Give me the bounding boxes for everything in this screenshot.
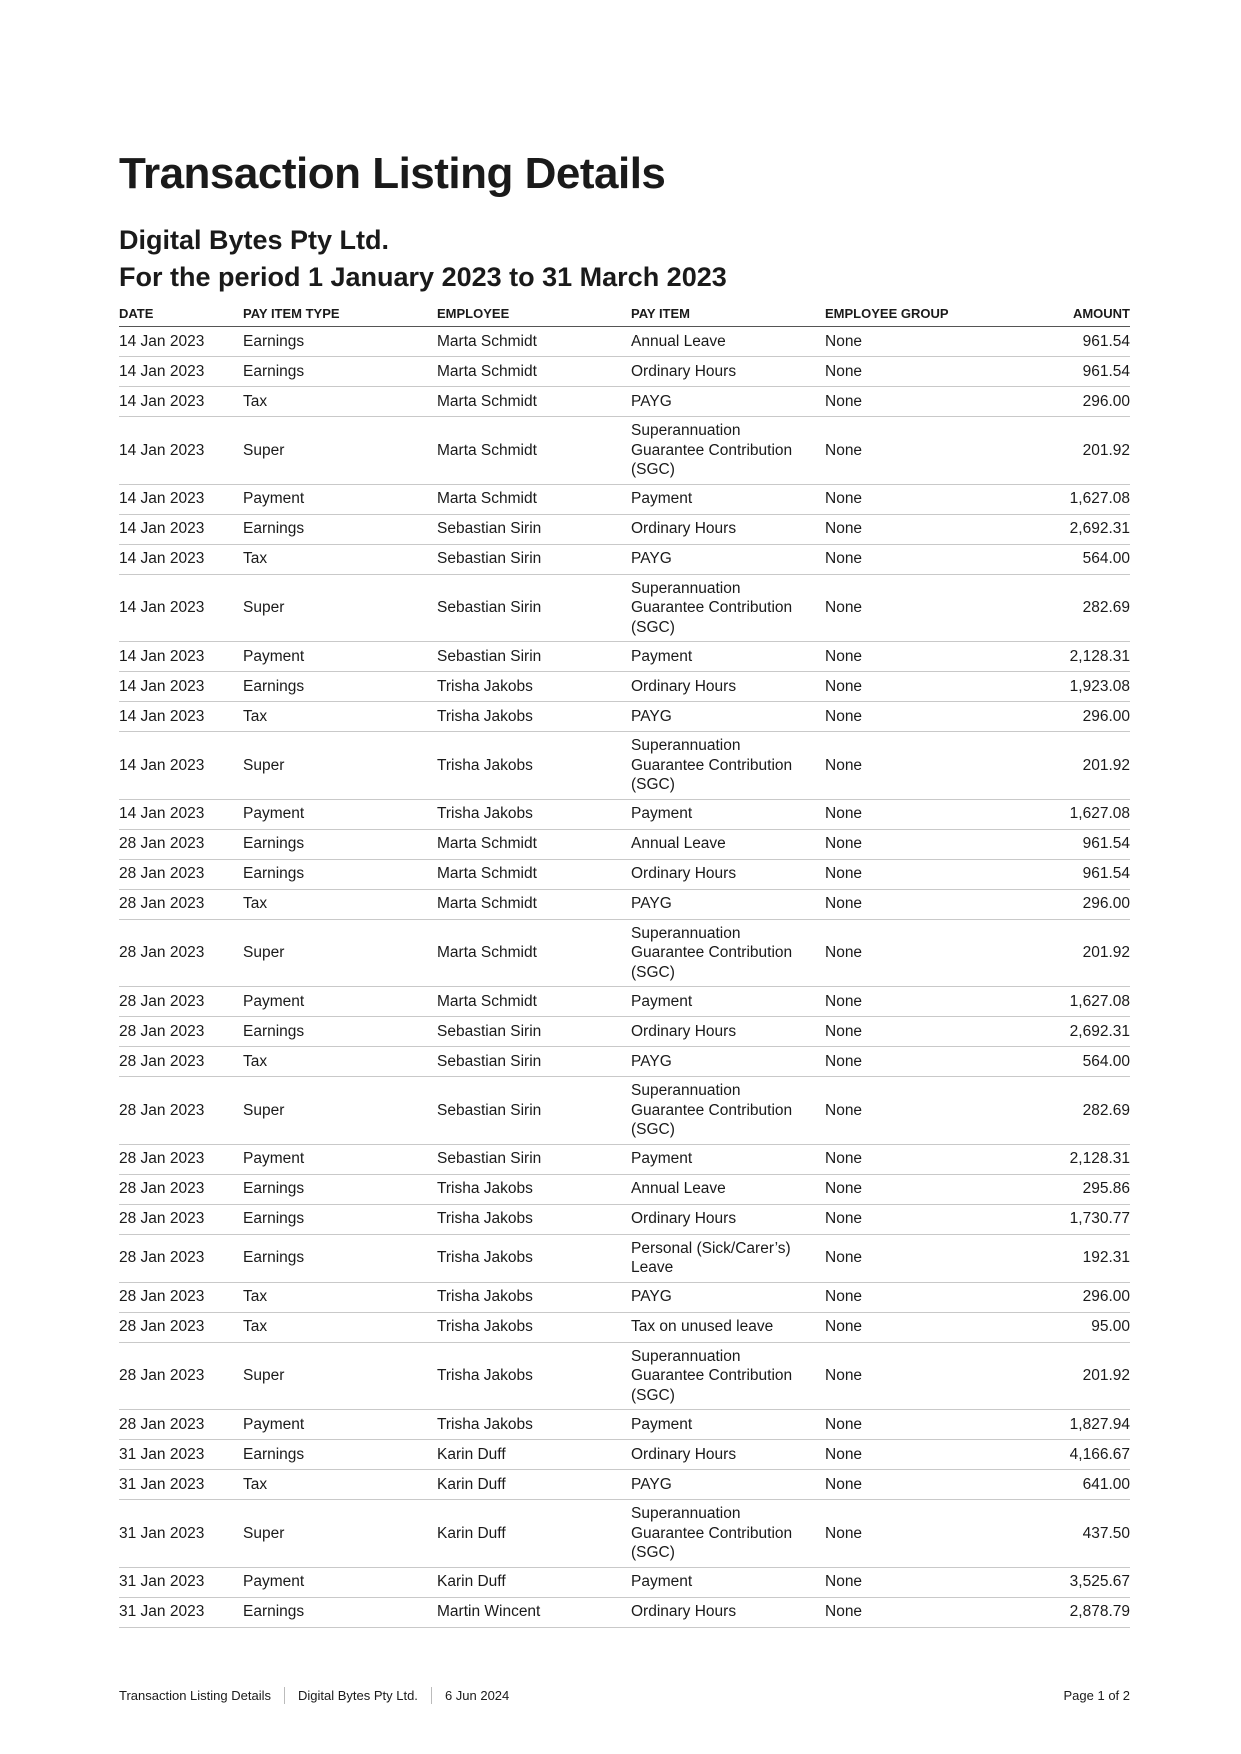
- cell-amount: 2,692.31: [1019, 514, 1130, 544]
- cell-employee-group: None: [825, 1500, 1019, 1568]
- cell-date: 14 Jan 2023: [119, 574, 243, 642]
- cell-amount: 201.92: [1019, 732, 1130, 800]
- cell-date: 28 Jan 2023: [119, 1234, 243, 1282]
- cell-date: 14 Jan 2023: [119, 702, 243, 732]
- cell-amount: 564.00: [1019, 544, 1130, 574]
- cell-pay-item: Superannuation Guarantee Contribution (SGC): [631, 1342, 825, 1410]
- report-period: For the period 1 January 2023 to 31 March 2023: [119, 262, 727, 292]
- cell-amount: 295.86: [1019, 1174, 1130, 1204]
- footer-page-number: Page 1 of 2: [1063, 1688, 1130, 1703]
- cell-employee-group: None: [825, 1234, 1019, 1282]
- table-row: [119, 1174, 1130, 1204]
- cell-date: 31 Jan 2023: [119, 1470, 243, 1500]
- cell-pay-item: Ordinary Hours: [631, 514, 825, 544]
- cell-employee: Trisha Jakobs: [437, 799, 631, 829]
- cell-employee: Trisha Jakobs: [437, 702, 631, 732]
- cell-employee-group: None: [825, 1144, 1019, 1174]
- cell-employee-group: None: [825, 1410, 1019, 1440]
- cell-pay-item-type: Earnings: [243, 1017, 437, 1047]
- cell-pay-item-type: Earnings: [243, 327, 437, 357]
- cell-pay-item: Payment: [631, 484, 825, 514]
- cell-employee-group: None: [825, 987, 1019, 1017]
- cell-amount: 437.50: [1019, 1500, 1130, 1568]
- cell-employee: Marta Schmidt: [437, 859, 631, 889]
- cell-amount: 1,730.77: [1019, 1204, 1130, 1234]
- cell-pay-item-type: Payment: [243, 1567, 437, 1597]
- cell-pay-item-type: Super: [243, 1500, 437, 1568]
- cell-amount: 961.54: [1019, 357, 1130, 387]
- header-employee-group: EMPLOYEE GROUP: [825, 300, 1019, 327]
- header-date: DATE: [119, 300, 243, 327]
- cell-pay-item-type: Earnings: [243, 1234, 437, 1282]
- cell-pay-item-type: Tax: [243, 544, 437, 574]
- cell-employee-group: None: [825, 1017, 1019, 1047]
- cell-pay-item-type: Earnings: [243, 672, 437, 702]
- footer-report-name: Transaction Listing Details: [119, 1688, 271, 1703]
- cell-pay-item-type: Tax: [243, 1312, 437, 1342]
- cell-employee-group: None: [825, 1470, 1019, 1500]
- cell-employee: Marta Schmidt: [437, 357, 631, 387]
- cell-employee-group: None: [825, 702, 1019, 732]
- table-row: [119, 1047, 1130, 1077]
- cell-amount: 1,627.08: [1019, 484, 1130, 514]
- table-row: [119, 799, 1130, 829]
- table-row: [119, 987, 1130, 1017]
- cell-pay-item: Ordinary Hours: [631, 1204, 825, 1234]
- table-row: [119, 1017, 1130, 1047]
- cell-date: 14 Jan 2023: [119, 417, 243, 485]
- cell-pay-item: PAYG: [631, 1047, 825, 1077]
- cell-employee-group: None: [825, 1567, 1019, 1597]
- cell-date: 28 Jan 2023: [119, 1047, 243, 1077]
- cell-employee: Marta Schmidt: [437, 919, 631, 987]
- table-row: [119, 1342, 1130, 1410]
- cell-employee: Trisha Jakobs: [437, 1342, 631, 1410]
- table-row: [119, 672, 1130, 702]
- cell-date: 28 Jan 2023: [119, 919, 243, 987]
- cell-pay-item: Superannuation Guarantee Contribution (SGC): [631, 417, 825, 485]
- table-row: [119, 1312, 1130, 1342]
- cell-date: 28 Jan 2023: [119, 859, 243, 889]
- cell-date: 31 Jan 2023: [119, 1440, 243, 1470]
- cell-amount: 192.31: [1019, 1234, 1130, 1282]
- cell-pay-item-type: Super: [243, 919, 437, 987]
- table-row: [119, 1410, 1130, 1440]
- cell-amount: 961.54: [1019, 327, 1130, 357]
- cell-amount: 641.00: [1019, 1470, 1130, 1500]
- cell-pay-item-type: Payment: [243, 1144, 437, 1174]
- cell-amount: 296.00: [1019, 387, 1130, 417]
- cell-pay-item: PAYG: [631, 889, 825, 919]
- cell-pay-item-type: Earnings: [243, 1440, 437, 1470]
- page-footer: [119, 1687, 1130, 1704]
- table-row: [119, 1234, 1130, 1282]
- cell-employee-group: None: [825, 1174, 1019, 1204]
- cell-pay-item-type: Earnings: [243, 514, 437, 544]
- cell-employee-group: None: [825, 1342, 1019, 1410]
- cell-employee-group: None: [825, 732, 1019, 800]
- cell-amount: 95.00: [1019, 1312, 1130, 1342]
- cell-pay-item: Ordinary Hours: [631, 1017, 825, 1047]
- cell-employee-group: None: [825, 327, 1019, 357]
- transaction-table: [119, 300, 1130, 1628]
- cell-employee-group: None: [825, 829, 1019, 859]
- cell-pay-item: Superannuation Guarantee Contribution (SGC): [631, 1500, 825, 1568]
- header-amount: AMOUNT: [1019, 300, 1130, 327]
- cell-pay-item-type: Earnings: [243, 1174, 437, 1204]
- cell-employee: Karin Duff: [437, 1440, 631, 1470]
- table-row: [119, 702, 1130, 732]
- cell-amount: 2,878.79: [1019, 1597, 1130, 1627]
- cell-pay-item-type: Tax: [243, 702, 437, 732]
- cell-pay-item-type: Tax: [243, 1470, 437, 1500]
- cell-pay-item-type: Tax: [243, 1282, 437, 1312]
- cell-amount: 296.00: [1019, 702, 1130, 732]
- cell-pay-item: Superannuation Guarantee Contribution (SGC): [631, 919, 825, 987]
- cell-pay-item-type: Earnings: [243, 829, 437, 859]
- cell-employee: Marta Schmidt: [437, 417, 631, 485]
- cell-date: 14 Jan 2023: [119, 327, 243, 357]
- cell-employee: Marta Schmidt: [437, 327, 631, 357]
- cell-employee-group: None: [825, 417, 1019, 485]
- cell-pay-item-type: Payment: [243, 642, 437, 672]
- cell-pay-item: PAYG: [631, 702, 825, 732]
- header-pay-item-type: PAY ITEM TYPE: [243, 300, 437, 327]
- table-row: [119, 732, 1130, 800]
- cell-pay-item: Annual Leave: [631, 327, 825, 357]
- cell-employee: Sebastian Sirin: [437, 574, 631, 642]
- cell-employee: Trisha Jakobs: [437, 732, 631, 800]
- footer-divider: [431, 1687, 432, 1704]
- cell-employee: Sebastian Sirin: [437, 1077, 631, 1145]
- cell-date: 14 Jan 2023: [119, 799, 243, 829]
- table-row: [119, 1282, 1130, 1312]
- cell-date: 31 Jan 2023: [119, 1597, 243, 1627]
- cell-employee-group: None: [825, 484, 1019, 514]
- company-name: Digital Bytes Pty Ltd.: [119, 225, 390, 255]
- cell-date: 28 Jan 2023: [119, 1017, 243, 1047]
- cell-amount: 2,128.31: [1019, 642, 1130, 672]
- cell-date: 28 Jan 2023: [119, 1077, 243, 1145]
- table-row: [119, 327, 1130, 357]
- cell-date: 31 Jan 2023: [119, 1567, 243, 1597]
- cell-pay-item: Annual Leave: [631, 829, 825, 859]
- cell-employee: Martin Wincent: [437, 1597, 631, 1627]
- cell-pay-item: Ordinary Hours: [631, 672, 825, 702]
- cell-date: 14 Jan 2023: [119, 357, 243, 387]
- cell-employee: Marta Schmidt: [437, 889, 631, 919]
- table-row: [119, 544, 1130, 574]
- cell-employee: Trisha Jakobs: [437, 1282, 631, 1312]
- cell-employee-group: None: [825, 1440, 1019, 1470]
- cell-date: 14 Jan 2023: [119, 642, 243, 672]
- cell-employee-group: None: [825, 889, 1019, 919]
- cell-date: 28 Jan 2023: [119, 1342, 243, 1410]
- cell-pay-item-type: Earnings: [243, 1204, 437, 1234]
- header-employee: EMPLOYEE: [437, 300, 631, 327]
- table-row: [119, 574, 1130, 642]
- cell-pay-item: Personal (Sick/Carer’s) Leave: [631, 1234, 825, 1282]
- table-row: [119, 1470, 1130, 1500]
- table-row: [119, 1440, 1130, 1470]
- cell-employee: Trisha Jakobs: [437, 672, 631, 702]
- cell-amount: 282.69: [1019, 1077, 1130, 1145]
- cell-amount: 201.92: [1019, 1342, 1130, 1410]
- table-body: [119, 327, 1130, 1628]
- cell-pay-item: Payment: [631, 987, 825, 1017]
- cell-pay-item: Ordinary Hours: [631, 859, 825, 889]
- cell-pay-item: Superannuation Guarantee Contribution (SGC): [631, 574, 825, 642]
- cell-employee: Sebastian Sirin: [437, 642, 631, 672]
- table-row: [119, 1500, 1130, 1568]
- cell-amount: 1,627.08: [1019, 987, 1130, 1017]
- cell-pay-item-type: Super: [243, 732, 437, 800]
- table-row: [119, 1144, 1130, 1174]
- cell-date: 28 Jan 2023: [119, 1174, 243, 1204]
- cell-employee-group: None: [825, 1597, 1019, 1627]
- cell-pay-item-type: Super: [243, 417, 437, 485]
- footer-company: Digital Bytes Pty Ltd.: [297, 1688, 418, 1703]
- page-title: Transaction Listing Details: [119, 149, 666, 198]
- cell-employee: Marta Schmidt: [437, 987, 631, 1017]
- footer-date: 6 Jun 2024: [444, 1688, 510, 1703]
- cell-pay-item: PAYG: [631, 544, 825, 574]
- cell-pay-item-type: Tax: [243, 387, 437, 417]
- cell-employee: Trisha Jakobs: [437, 1204, 631, 1234]
- table-row: [119, 919, 1130, 987]
- cell-employee-group: None: [825, 1282, 1019, 1312]
- cell-date: 28 Jan 2023: [119, 1410, 243, 1440]
- table-header-row: [119, 300, 1130, 327]
- report-page: [119, 148, 1130, 1628]
- cell-employee: Karin Duff: [437, 1470, 631, 1500]
- table-row: [119, 859, 1130, 889]
- table-row: [119, 642, 1130, 672]
- cell-employee-group: None: [825, 1204, 1019, 1234]
- cell-amount: 282.69: [1019, 574, 1130, 642]
- cell-date: 14 Jan 2023: [119, 544, 243, 574]
- cell-pay-item-type: Payment: [243, 799, 437, 829]
- cell-employee-group: None: [825, 1312, 1019, 1342]
- cell-employee: Sebastian Sirin: [437, 544, 631, 574]
- table-row: [119, 514, 1130, 544]
- cell-employee: Trisha Jakobs: [437, 1174, 631, 1204]
- cell-amount: 961.54: [1019, 859, 1130, 889]
- cell-date: 28 Jan 2023: [119, 1312, 243, 1342]
- cell-pay-item-type: Payment: [243, 987, 437, 1017]
- cell-employee-group: None: [825, 672, 1019, 702]
- cell-amount: 3,525.67: [1019, 1567, 1130, 1597]
- cell-amount: 296.00: [1019, 1282, 1130, 1312]
- cell-pay-item: Tax on unused leave: [631, 1312, 825, 1342]
- cell-employee: Sebastian Sirin: [437, 1144, 631, 1174]
- cell-amount: 2,692.31: [1019, 1017, 1130, 1047]
- cell-pay-item-type: Payment: [243, 484, 437, 514]
- cell-pay-item-type: Super: [243, 574, 437, 642]
- cell-pay-item: Payment: [631, 642, 825, 672]
- cell-employee-group: None: [825, 574, 1019, 642]
- cell-employee-group: None: [825, 357, 1019, 387]
- cell-amount: 564.00: [1019, 1047, 1130, 1077]
- cell-pay-item-type: Payment: [243, 1410, 437, 1440]
- cell-employee-group: None: [825, 544, 1019, 574]
- cell-pay-item: Payment: [631, 1567, 825, 1597]
- cell-employee: Sebastian Sirin: [437, 514, 631, 544]
- cell-employee: Karin Duff: [437, 1567, 631, 1597]
- cell-employee: Marta Schmidt: [437, 484, 631, 514]
- cell-date: 28 Jan 2023: [119, 1144, 243, 1174]
- table-row: [119, 417, 1130, 485]
- cell-employee: Karin Duff: [437, 1500, 631, 1568]
- cell-employee: Marta Schmidt: [437, 387, 631, 417]
- table-row: [119, 1204, 1130, 1234]
- cell-employee-group: None: [825, 859, 1019, 889]
- cell-pay-item: Ordinary Hours: [631, 357, 825, 387]
- cell-amount: 201.92: [1019, 919, 1130, 987]
- table-row: [119, 1597, 1130, 1627]
- cell-pay-item: Superannuation Guarantee Contribution (SGC): [631, 1077, 825, 1145]
- table-row: [119, 484, 1130, 514]
- cell-employee-group: None: [825, 1047, 1019, 1077]
- cell-date: 28 Jan 2023: [119, 889, 243, 919]
- cell-pay-item: PAYG: [631, 1282, 825, 1312]
- cell-pay-item-type: Tax: [243, 889, 437, 919]
- table-row: [119, 357, 1130, 387]
- cell-pay-item-type: Earnings: [243, 357, 437, 387]
- cell-employee-group: None: [825, 387, 1019, 417]
- cell-pay-item-type: Super: [243, 1077, 437, 1145]
- cell-date: 28 Jan 2023: [119, 1282, 243, 1312]
- header-pay-item: PAY ITEM: [631, 300, 825, 327]
- cell-date: 14 Jan 2023: [119, 484, 243, 514]
- cell-pay-item: PAYG: [631, 1470, 825, 1500]
- cell-date: 14 Jan 2023: [119, 514, 243, 544]
- cell-amount: 201.92: [1019, 417, 1130, 485]
- table-row: [119, 1077, 1130, 1145]
- cell-pay-item: Payment: [631, 1410, 825, 1440]
- cell-amount: 1,923.08: [1019, 672, 1130, 702]
- cell-amount: 961.54: [1019, 829, 1130, 859]
- cell-date: 14 Jan 2023: [119, 732, 243, 800]
- cell-amount: 4,166.67: [1019, 1440, 1130, 1470]
- cell-pay-item-type: Earnings: [243, 1597, 437, 1627]
- cell-pay-item: PAYG: [631, 387, 825, 417]
- cell-pay-item: Payment: [631, 1144, 825, 1174]
- table-row: [119, 387, 1130, 417]
- cell-employee: Trisha Jakobs: [437, 1234, 631, 1282]
- cell-employee: Sebastian Sirin: [437, 1017, 631, 1047]
- cell-date: 28 Jan 2023: [119, 987, 243, 1017]
- table-row: [119, 1567, 1130, 1597]
- cell-pay-item: Annual Leave: [631, 1174, 825, 1204]
- cell-employee-group: None: [825, 514, 1019, 544]
- cell-pay-item-type: Earnings: [243, 859, 437, 889]
- cell-pay-item: Ordinary Hours: [631, 1440, 825, 1470]
- cell-date: 14 Jan 2023: [119, 387, 243, 417]
- cell-employee: Trisha Jakobs: [437, 1312, 631, 1342]
- cell-employee-group: None: [825, 1077, 1019, 1145]
- cell-date: 31 Jan 2023: [119, 1500, 243, 1568]
- table-row: [119, 829, 1130, 859]
- cell-amount: 2,128.31: [1019, 1144, 1130, 1174]
- cell-amount: 1,827.94: [1019, 1410, 1130, 1440]
- footer-divider: [284, 1687, 285, 1704]
- table-row: [119, 889, 1130, 919]
- cell-amount: 296.00: [1019, 889, 1130, 919]
- cell-employee: Sebastian Sirin: [437, 1047, 631, 1077]
- cell-date: 14 Jan 2023: [119, 672, 243, 702]
- cell-employee-group: None: [825, 799, 1019, 829]
- cell-pay-item-type: Tax: [243, 1047, 437, 1077]
- cell-pay-item: Payment: [631, 799, 825, 829]
- cell-date: 28 Jan 2023: [119, 829, 243, 859]
- cell-pay-item-type: Super: [243, 1342, 437, 1410]
- cell-pay-item: Superannuation Guarantee Contribution (SGC): [631, 732, 825, 800]
- cell-amount: 1,627.08: [1019, 799, 1130, 829]
- cell-pay-item: Ordinary Hours: [631, 1597, 825, 1627]
- cell-employee-group: None: [825, 919, 1019, 987]
- cell-employee-group: None: [825, 642, 1019, 672]
- cell-employee: Marta Schmidt: [437, 829, 631, 859]
- cell-date: 28 Jan 2023: [119, 1204, 243, 1234]
- cell-employee: Trisha Jakobs: [437, 1410, 631, 1440]
